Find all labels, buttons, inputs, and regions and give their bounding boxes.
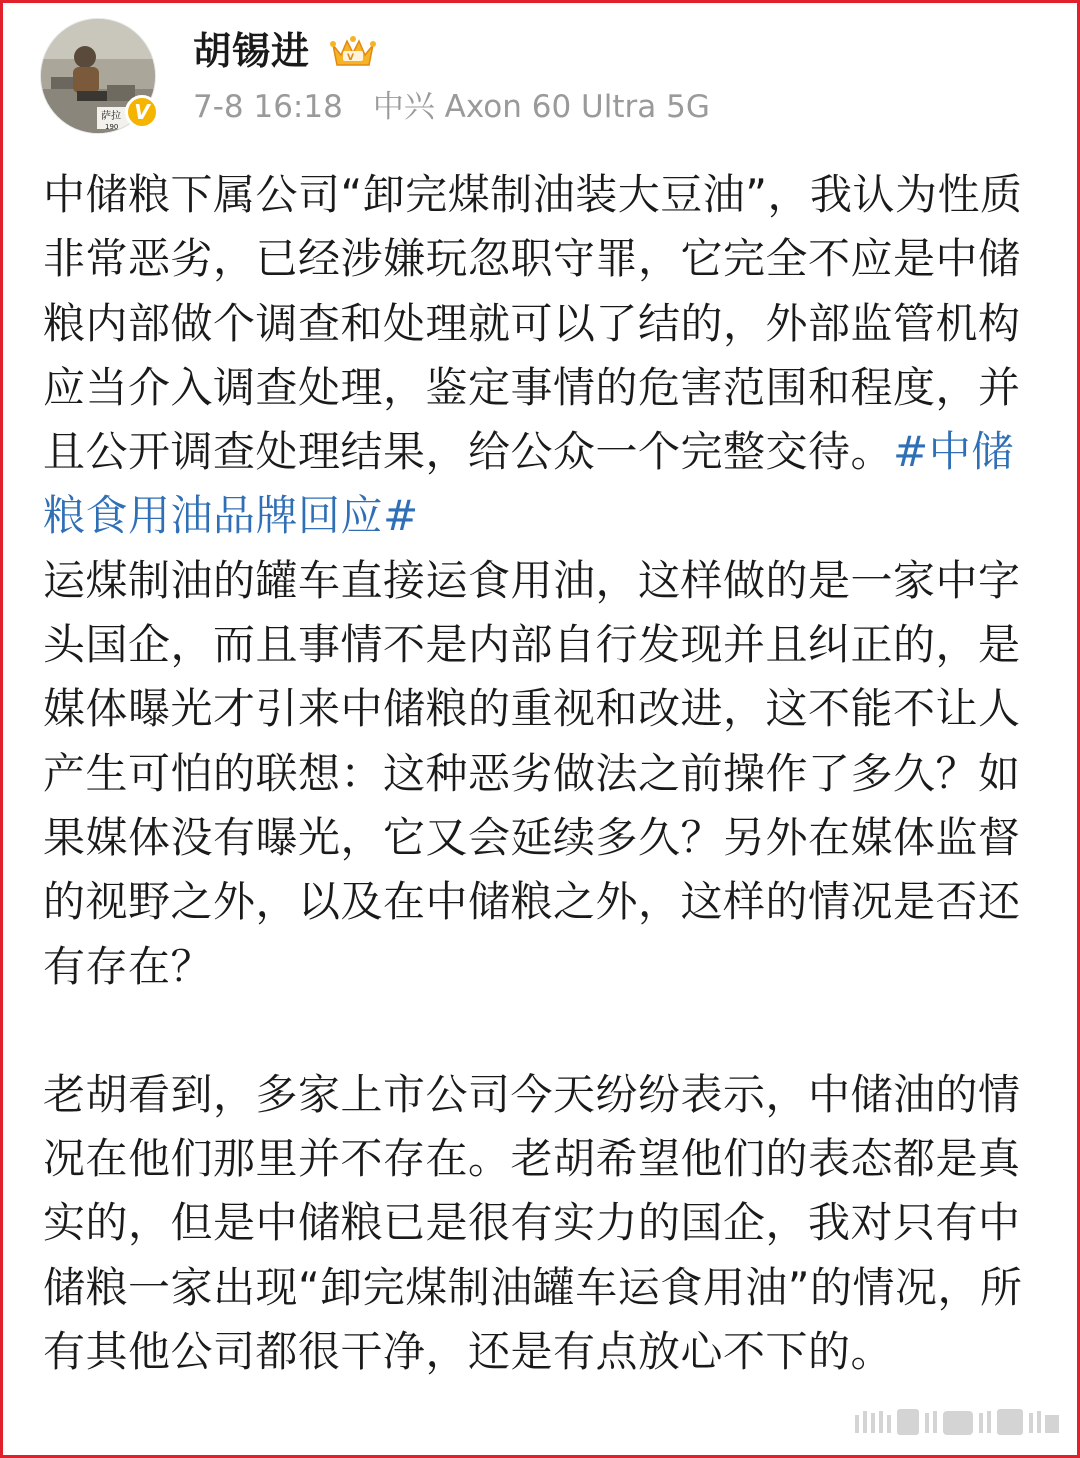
post-paragraph-1	[43, 163, 1043, 549]
post-paragraph-2: 运煤制油的罐车直接运食用油，这样做的是一家中字头国企，而且事情不是内部自行发现并且纠正的，是媒体曝光才引来中储粮的重视和改进，这不能不让人产生可怕的联想：这种恶劣做法之前操作了多久？如果媒体没有曝光，它又会延续多久？另外在媒体监督的视野之外，以及在中储粮之外，这样的情况是否还有存在？	[43, 555, 1021, 991]
verified-v-badge-icon: V	[125, 95, 159, 129]
post-time: 7-8 16:18	[193, 89, 343, 125]
post-paragraph-1-text: 中储粮下属公司“卸完煤制油装大豆油”，我认为性质非常恶劣，已经涉嫌玩忽职守罪，它完全不应是中储粮内部做个调查和处理就可以了结的，外部监管机构应当介入调查处理，鉴定事情的危害范围和程度，并且公开调查处理结果，给公众一个完整交待。	[43, 170, 1023, 477]
hashtag-link[interactable]: #中储粮食用油品牌回应#	[43, 427, 1014, 541]
post-device: 中兴 Axon 60 Ultra 5G	[372, 89, 710, 125]
svg-text:190: 190	[105, 123, 119, 131]
crown-badge-icon	[329, 31, 377, 71]
svg-text:V: V	[347, 53, 354, 63]
platform-watermark-icon	[851, 1403, 1065, 1443]
post-paragraph-3: 老胡看到，多家上市公司今天纷纷表示，中储油的情况在他们那里并不存在。老胡希望他们的表态都是真实的，但是中储粮已是很有实力的国企，我对只有中储粮一家出现“卸完煤制油罐车运食用油”的情况，所有其他公司都很干净，还是有点放心不下的。	[43, 1069, 1023, 1377]
svg-text:萨拉: 萨拉	[101, 111, 121, 122]
post-meta	[193, 87, 710, 127]
paragraph-gap	[43, 999, 1043, 1063]
post-content	[43, 163, 1043, 1384]
author-name[interactable]: 胡锡进	[193, 29, 311, 73]
